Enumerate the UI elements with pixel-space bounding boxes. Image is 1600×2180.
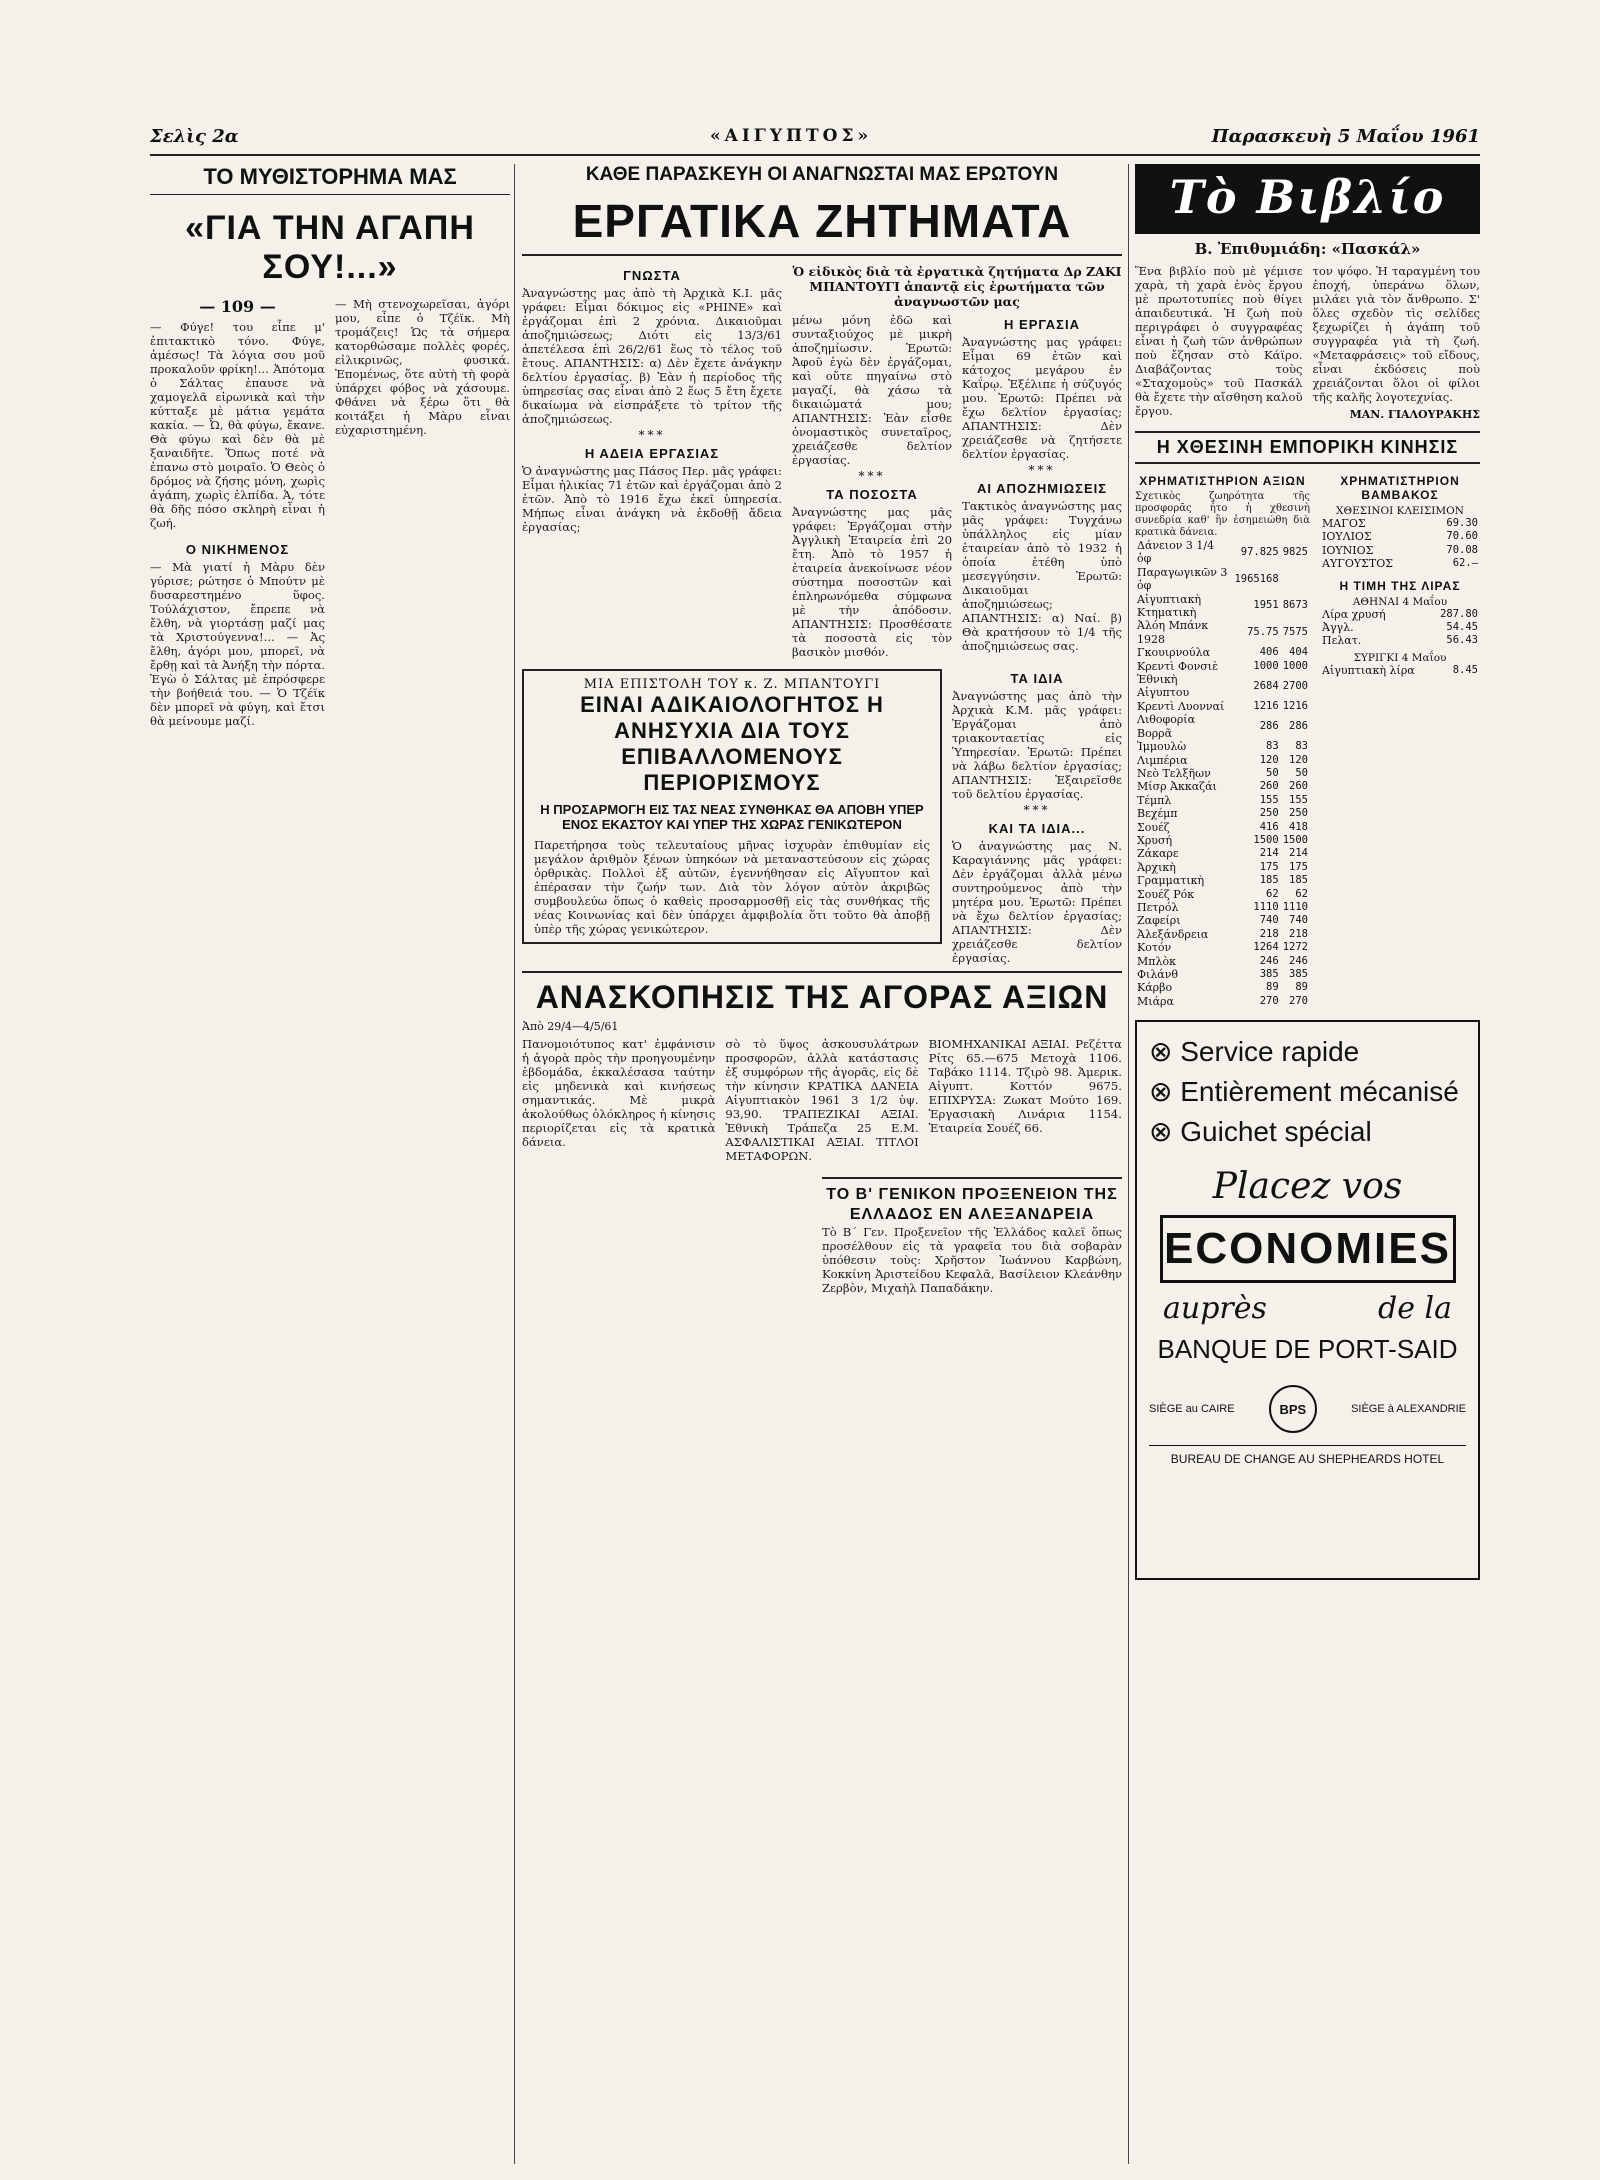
row-value: 1110: [1253, 900, 1279, 913]
ad-bank-name: BANQUE DE PORT-SAID: [1157, 1334, 1458, 1365]
row-value: [1281, 566, 1310, 593]
book-and-markets-column: [1135, 164, 1480, 2164]
table-row: [1320, 608, 1480, 621]
market-headline: ΑΝΑΣΚΟΠΗΣΙΣ ΤΗΣ ΑΓΟΡΑΣ ΑΞΙΩΝ: [522, 971, 1122, 1016]
subhead-apozimioseis: ΑΙ ΑΠΟΖΗΜΙΩΣΕΙΣ: [976, 481, 1108, 496]
row-name: Πετρόλ: [1137, 900, 1179, 914]
row-value: 185: [1289, 874, 1308, 887]
table-row: [1135, 754, 1310, 767]
row-name: Τέμπλ: [1137, 793, 1172, 807]
row-value: 62: [1266, 887, 1279, 900]
ad-footer: [1149, 1385, 1466, 1433]
row-name: Φιλάνθ: [1137, 968, 1179, 981]
article-text: Ἀναγνώστης μας ἀπὸ τὴν Ἀρχικὰ Κ.Μ. μᾶς γράφει: Ἐργάζομαι ἀπὸ τριακονταετίας εἰς Ὑπηρεσίαν. Ἐρωτῶ: Πρέπει νὰ λάβω δελτίον ἐργασίας; ΑΠΑΝΤΗΣΙΣ: Ἐξαιρεῖσθε τοῦ δελτίου ἐργασίας.: [952, 689, 1122, 801]
row-value: 1951: [1253, 599, 1279, 612]
table-row: [1135, 995, 1310, 1008]
table-row: [1135, 673, 1310, 700]
row-name: Ἐθνικὴ Αἰγυπτου: [1137, 673, 1190, 700]
consulate-notice: [822, 1177, 1122, 1295]
row-value: 1272: [1282, 941, 1308, 954]
article-text: Ἀναγνώστης μας μᾶς γράφει: Ἐργάζομαι στὴν Ἀγγλικὴ Ἑταιρεία ἐπὶ 20 ἔτη. Ἀπὸ τὸ 1957 ἡ ἐταιρεία ἀνεκοίνωσε νέον σύστημα ποσοστῶν καὶ ἐπληρωνόμεθα σύμφωνα μὲ τὴν ἀπόδοσιν. ΑΠΑΝΤΗΣΙΣ: Προσθέσατε τὰ ποσοστὰ εἰς τὸν βασικὸν μισθόν.: [792, 505, 952, 659]
row-value: 740: [1289, 914, 1308, 927]
box-headline: ΕΙΝΑΙ ΑΔΙΚΑΙΟΛΟΓΗΤΟΣ Η ΑΝΗΣΥΧΙΑ ΔΙΑ ΤΟΥΣ ΕΠΙΒΑΛΛΟΜΕΝΟΥΣ ΠΕΡΙΟΡΙΣΜΟΥΣ: [580, 692, 884, 795]
review-author: ΜΑΝ. ΓΙΑΛΟΥΡΑΚΗΣ: [1349, 408, 1480, 421]
box-title: ΜΙΑ ΕΠΙΣΤΟΛΗ ΤΟΥ κ. Ζ. ΜΠΑΝΤΟΥΓΙ: [583, 677, 881, 692]
row-name: Αἰγυπτιακὴ Κτηματικὴ: [1137, 592, 1202, 620]
row-value: 120: [1259, 753, 1279, 766]
separator-stars: ***: [1028, 463, 1056, 477]
lira-date: ΑΘΗΝΑΙ 4 Μαΐου: [1352, 595, 1448, 608]
table-row: [1135, 834, 1310, 847]
table-row: [1135, 593, 1310, 620]
row-name: Μιάρα: [1137, 994, 1174, 1008]
row-value: 70.60: [1446, 530, 1478, 543]
table-row: [1135, 847, 1310, 860]
row-value: 287.80: [1440, 607, 1478, 620]
consulate-text: Τὸ Β΄ Γεν. Προξενεῖον τῆς Ἑλλάδος καλεῖ ὅπως προσέλθουν εἰς τὰ γραφεῖα του διὰ σοβαρὰν ὑπόθεσιν τοὺς: Χρῆστον Ἰωάννου Καρβώνη, Κοκκίνη Ἀριστείδου Κεφαλᾶ, Βασίλειον Κλεάνθην Ζερβὸν, Μιχαὴλ Παπαδάκην.: [822, 1225, 1122, 1295]
row-name: Πελατ.: [1322, 634, 1362, 648]
row-name: Γκουιρνούλα: [1137, 646, 1210, 660]
page-number: Σελὶς 2α: [150, 126, 239, 147]
table-row: [1135, 660, 1310, 673]
row-value: 56.43: [1446, 634, 1478, 647]
row-name: ΙΟΥΛΙΟΣ: [1322, 530, 1372, 544]
row-name: Νεὸ Τελξῆων: [1137, 766, 1211, 780]
separator-stars: ***: [638, 428, 666, 442]
table-row: [1320, 664, 1480, 677]
row-value: 270: [1289, 994, 1308, 1007]
article-text: μένω μόνη ἐδῶ καὶ συνταξιούχος μὲ μικρὴ ἀποζημίωσιν. Ἐρωτῶ: Ἀφοῦ ἐγὼ δὲν ἐργάζομαι, καὶ οὔτε πηγαίνω στὸ μαγαζί, θὰ χάσω τὰ δικαιώματά μου; ΑΠΑΝΤΗΣΙΣ: Ἐὰν εἶσθε ὀνομαστικὸς συνεταῖρος, χρειάζεσθε δελτίον ἐργασίας.: [792, 313, 952, 467]
bank-advert: [1135, 1020, 1480, 1580]
newspaper-name: «ΑΙΓΥΠΤΟΣ»: [710, 126, 873, 146]
lira-title: Η ΤΙΜΗ ΤΗΣ ΛΙΡΑΣ: [1339, 578, 1461, 593]
row-value: 1000: [1282, 659, 1308, 672]
expert-intro: Ὁ εἰδικὸς διὰ τὰ ἐργατικὰ ζητήματα Δρ ΖΑΚΙ ΜΠΑΝΤΟΥΓΙ ἀπαντᾷ εἰς ἐρωτήματα τῶν ἀναγνωστῶν μας: [792, 264, 1122, 309]
separator-stars: ***: [1023, 803, 1051, 817]
row-value: 218: [1259, 927, 1279, 940]
row-value: 9825: [1282, 545, 1308, 558]
table-row: [1320, 621, 1480, 634]
row-name: Λιθοφορία Βορρᾶ: [1137, 713, 1196, 740]
folio-bar: [150, 120, 1480, 156]
subhead-idia: ΤΑ ΙΔΙΑ: [1010, 671, 1064, 686]
table-row: [1135, 821, 1310, 834]
table-row: [1135, 807, 1310, 820]
row-name: Ἀρχικὴ: [1137, 860, 1176, 874]
table-row: [1135, 566, 1310, 593]
article-text: Ὁ ἀναγνώστης μας Ν. Καραγιάννης μᾶς γράφει: Δὲν ἐργάζομαι ἀλλὰ μένω συντηρούμενος ἀπὸ τὴν μητέρα μου. Ἐρωτῶ: Πρέπει νὰ ἔχω δελτίον ἐργασίας; ΑΠΑΝΤΗΣΙΣ: Δὲν χρειάζεσθε δελτίον ἐργασίας.: [952, 839, 1122, 965]
ad-line: ⊗ Guichet spécial: [1149, 1116, 1372, 1148]
row-value: 1216: [1282, 699, 1308, 712]
section-title: ΤΟ ΜΥΘΙΣΤΟΡΗΜΑ ΜΑΣ: [150, 164, 510, 195]
review-text: Ἕνα βιβλίο ποὺ μὲ γέμισε χαρὰ, τὴ χαρὰ ἑνὸς ἔργου μὲ πρωτοτυπίες ποὺ θίγει ἀπαιδευτικά. Ἡ ζωὴ ποὺ περιγράφει ὁ συγγραφέας εἶναι ἡ ζωὴ τῶν ἀνθρώπων ποὺ ἔζησαν στὸ Κάϊρο. Διαβάζοντας τοὺς «Σταχομοὺς» τοῦ Πασκάλ θὰ ἔχετε τὴν αἴσθηση καλοῦ ἔργου.: [1135, 264, 1303, 418]
row-value: 1500: [1253, 833, 1279, 846]
novel-text: — Μὴ στενοχωρεῖσαι, ἀγόρι μου, εἶπε ὁ Τζέϊκ. Μὴ τρομάζεις! Ὡς τὰ σήμερα κατορθώσαμε πολλὲς φορές, εἰλικρινῶς, φυσικά. Ἐπομένως, ὅτε αὐτὴ τὴ φορὰ ὑπάρχει φόβος νὰ χάσουμε. Φθάνει νὰ ξέρω ὅτι θὰ κοιτάξει ἡ Μὰρυ εἶναι εὐχαριστημένη.: [335, 297, 510, 437]
row-value: 246: [1289, 954, 1308, 967]
table-row: [1135, 713, 1310, 740]
row-value: 416: [1259, 820, 1279, 833]
row-value: 270: [1259, 994, 1279, 1007]
row-value: 1000: [1253, 659, 1279, 672]
table-row: [1135, 619, 1310, 646]
row-value: 69.30: [1446, 517, 1478, 529]
row-name: Κοτόν: [1137, 941, 1172, 955]
lira-table: [1320, 608, 1480, 648]
row-value: 740: [1259, 914, 1279, 927]
row-name: Δάνειον 3 1/4 ὀφ: [1137, 539, 1215, 566]
subhead-adeia: Η ΑΔΕΙΑ ΕΡΓΑΣΙΑΣ: [584, 446, 720, 461]
ad-aupres: auprès de la: [1163, 1291, 1452, 1327]
row-value: 385: [1289, 968, 1308, 980]
row-value: 260: [1259, 780, 1279, 793]
newspaper-page: [150, 120, 1480, 2170]
row-value: 175: [1259, 860, 1279, 873]
ad-economies: ECONOMIES: [1160, 1215, 1456, 1283]
stocks-table: [1135, 539, 1310, 1008]
review-title: Β. Ἐπιθυμιάδη: «Πασκάλ»: [1194, 240, 1421, 258]
table-row: [1135, 874, 1310, 887]
row-value: 214: [1289, 847, 1308, 860]
row-value: 214: [1259, 847, 1279, 860]
table-row: [1135, 700, 1310, 713]
letter-box: [522, 669, 942, 944]
row-value: 185: [1259, 874, 1279, 887]
table-row: [1320, 530, 1480, 543]
headline: ΕΡΓΑΤΙΚΑ ΖΗΤΗΜΑΤΑ: [522, 194, 1122, 256]
row-value: 75.75: [1247, 626, 1279, 639]
row-value: 250: [1259, 807, 1279, 820]
row-value: 2684: [1253, 679, 1279, 692]
kicker: ΚΑΘΕ ΠΑΡΑΣΚΕΥΗ ΟΙ ΑΝΑΓΝΩΣΤΑΙ ΜΑΣ ΕΡΩΤΟΥΝ: [585, 164, 1059, 185]
separator-stars: ***: [858, 469, 886, 483]
row-value: 286: [1259, 719, 1279, 732]
row-value: 50: [1266, 766, 1279, 779]
table-row: [1135, 901, 1310, 914]
table-row: [1135, 914, 1310, 927]
row-name: Ζάκαρε: [1137, 847, 1179, 861]
row-name: Κρεντὶ Φονσιὲ: [1137, 659, 1219, 673]
ad-bureau: BUREAU DE CHANGE AU SHEPHEARDS HOTEL: [1149, 1445, 1466, 1466]
article-text: Ὁ ἀναγνώστης μας Πάσος Περ. μᾶς γράφει: Εἶμαι ἡλικίας 71 ἐτῶν καὶ ἐργάζομαι ἀπὸ 2 ἐτῶν. Ἀπὸ τὸ 1916 ἔχω ἐκεῖ ὑπηρεσία. Μήπως εἶναι ἀνάγκη νὰ ἐκδοθῇ ἄδεια ἐργασίας;: [522, 464, 782, 534]
row-value: 83: [1266, 740, 1279, 753]
stocks-intro: Σχετικὸς ζωηρότητα τῆς προσφορᾶς ἦτο ἡ χθεσινὴ συνεδρία καθ' ἣν ἐσημειώθη διὰ κρατικὰ δάνεια.: [1135, 491, 1310, 538]
table-row: [1320, 557, 1480, 570]
table-row: [1320, 544, 1480, 557]
row-value: 2700: [1282, 679, 1308, 692]
row-name: ΑΥΓΟΥΣΤΟΣ: [1322, 557, 1394, 571]
cotton-sub: ΧΘΕΣΙΝΟΙ ΚΛΕΙΣΙΜΟΝ: [1336, 505, 1464, 517]
row-value: 50: [1295, 766, 1308, 779]
row-value: 1965168: [1234, 572, 1279, 585]
ad-left-foot: SIÈGE au CAIRE: [1149, 1403, 1235, 1416]
row-value: 1110: [1282, 900, 1308, 913]
row-value: 1264: [1253, 941, 1279, 954]
ad-placer: Placez vos: [1212, 1166, 1403, 1208]
table-row: [1135, 981, 1310, 994]
table-row: [1135, 941, 1310, 954]
book-masthead: Τὸ Βιβλίο: [1135, 164, 1480, 234]
cotton-title: ΧΡΗΜΑΤΙΣΤΗΡΙΟΝ ΒΑΜΒΑΚΟΣ: [1340, 474, 1460, 502]
chapter-title: Ο ΝΙΚΗΜΕΝΟΣ: [185, 542, 290, 557]
row-name: Αἰγυπτιακὴ λίρα: [1322, 663, 1415, 677]
novel-column: [150, 164, 510, 2164]
row-name: Ἀλόη Μπάνκ 1928: [1137, 619, 1209, 646]
row-value: 260: [1289, 780, 1308, 793]
row-value: 246: [1259, 954, 1279, 967]
table-row: [1135, 740, 1310, 753]
row-value: 385: [1259, 968, 1279, 980]
table-row: [1135, 646, 1310, 659]
row-name: Ἀγγλ.: [1322, 621, 1354, 635]
table-row: [1135, 539, 1310, 566]
table-row: [1135, 968, 1310, 981]
article-text: Ἀναγνώστης μας γράφει: Εἶμαι 69 ἐτῶν καὶ κάτοχος μεγάρου ἐν Καΐρῳ. Ἐξέλιπε ἡ σύζυγός μου. Ἐρωτῶ: Πρέπει νὰ ἔχω δελτίον ἐργασίας; ΑΠΑΝΤΗΣΙΣ: Δὲν χρειάζεσθε νὰ ζητήσετε δελτίον ἐργασίας.: [962, 335, 1122, 461]
review-text: τον ψόφο. Ἡ ταραγμένη του ἐποχή, ὑπεράνω ὅλων, μιλάει γιὰ τὸν ἄνθρωπο. Σ' ὅλες σχεδὸν τὶς σελίδες ξεχωρίζει ἡ ἀγάπη τοῦ συγγραφέα γιὰ τὴ ζωή. «Μεταφράσεις» τοῦ εἴδους, εἶναι ἐκδόσεις ποὺ χρειάζονται ὅλοι οἱ φίλοι τῆς καλῆς λογοτεχνίας.: [1312, 264, 1480, 404]
row-value: 89: [1295, 981, 1308, 994]
row-value: 54.45: [1446, 621, 1478, 634]
subhead-kai-ta-idia: ΚΑΙ ΤΑ ΙΔΙΑ...: [988, 821, 1086, 836]
issue-date: Παρασκευὴ 5 Μαΐου 1961: [1211, 126, 1480, 147]
row-value: 89: [1266, 981, 1279, 994]
cotton-table: [1320, 517, 1480, 571]
market-date: Ἀπὸ 29/4—4/5/61: [522, 1020, 619, 1033]
row-name: Μπλὸκ: [1137, 954, 1176, 968]
ad-line: ⊗ Entièrement mécanisé: [1149, 1076, 1459, 1108]
row-value: 1500: [1282, 833, 1308, 846]
row-name: ΜΑΓΟΣ: [1322, 517, 1366, 530]
row-value: 120: [1289, 753, 1308, 766]
row-value: 218: [1289, 927, 1308, 940]
row-value: 8673: [1282, 599, 1308, 612]
box-text: Παρετήρησα τοὺς τελευταίους μῆνας ἰσχυρὰν ἐπιθυμίαν εἰς μεγάλον ἀριθμὸν ξένων ὑπηκόων νὰ μεταναστεύσουν εἰς χώρας ὀρθρικὰς. Πολλοὶ ἐξ αὐτῶν, ἐγεννήθησαν εἰς Αἴγυπτον καὶ ἐπέρασαν τὴν ζωήν των. Διὰ τὸν λόγον αὐτὸν ἀκριβῶς συμβουλεύω ὅπως ὁ καθεὶς προσαρμοσθῇ εἰς τὰς συνθήκας τῆς νέας Κοινωνίας καὶ δὲν ὑπάρχει ἀμφιβολία ὅτι τοῦτο θὰ ἀποβῇ ὑπὲρ τῆς χώρας γενικώτερον.: [534, 838, 930, 936]
stocks-title: ΧΡΗΜΑΤΙΣΤΗΡΙΟΝ ΑΞΙΩΝ: [1139, 474, 1306, 488]
row-value: 155: [1259, 793, 1279, 806]
table-row: [1135, 928, 1310, 941]
row-value: 404: [1289, 646, 1308, 659]
row-name: Ζαφείρι: [1137, 914, 1181, 928]
row-name: Λιμπέρια: [1137, 753, 1188, 767]
column-rule: [1128, 164, 1129, 2164]
row-value: 286: [1289, 719, 1308, 732]
table-row: [1135, 780, 1310, 793]
novel-text: — Φύγε! του εἶπε μ' ἐπιτακτικὸ τόνο. Φύγε, ἀμέσως! Τὰ λόγια σου μοῦ προκαλοῦν φρίκη!... Ἀπότομα ὁ Σάλτας ἐπαυσε νὰ χαμογελᾶ εἰρωνικὰ καὶ τὴν κύτταξε μὲ μάτια γεμάτα κακία. — Ὦ, θὰ φύγω, ἔκανε. Θὰ φύγω καὶ δὲν θὰ μὲ ξαναιδῆτε. Ὅπως ποτέ νὰ ἐπανω στὸ μοιραῖο. Ὁ Θεὸς ὁ δρόμος νὰ ζήσης μόνη, χωρὶς ἀγάπη, χωρὶς ἐλπίδα. Ἀ, τότε θὰ δῆς πόσο σκληρὴ εἶναι ἡ ζωή.: [150, 320, 325, 530]
subhead-gnosta: ΓΝΩΣΤΑ: [623, 268, 681, 283]
row-name: Ἀλεξάνδρεια: [1137, 927, 1209, 941]
row-value: 62: [1295, 887, 1308, 900]
row-name: Ἰμμουλὼ: [1137, 740, 1187, 754]
ad-line: ⊗ Service rapide: [1149, 1036, 1360, 1068]
table-row: [1135, 861, 1310, 874]
row-value: 83: [1295, 740, 1308, 753]
table-row: [1320, 634, 1480, 647]
table-row: [1135, 888, 1310, 901]
row-value: 8.45: [1452, 663, 1478, 676]
article-text: Τακτικὸς ἀναγνώστης μας μᾶς γράφει: Τυγχάνω ὑπάλληλος εἰς μίαν ἑταιρείαν ἀπὸ τὸ 1932 ἡ ὁποία ἐτέθη ὑπὸ μεσεγγύησιν. Ἐρωτῶ: Δικαιοῦμαι ἀποζημιώσεως; ΑΠΑΝΤΗΣΙΣ: α) Ναί. β) Θὰ κρατήσουν τὸ 1/4 τῆς ἀποζημιώσεως σας.: [962, 499, 1122, 653]
market-text: ΒΙΟΜΗΧΑΝΙΚΑΙ ΑΞΙΑΙ. Ρεζέττα Ρίτς 65.—675 Μετοχὰ 1106. Ταβάκο 1114. Τζιρὸ 98. Ἀμερικ. Αἰγυπτ. Κοττόν 9675. ΕΠΙΧΡΥΣΑ: Ζωκατ Μούτο 169. Ἐργασιακὴ Λινάρια 1154. Ἑταιρεία Σουέζ 66.: [928, 1037, 1122, 1135]
commerce-title: Η ΧΘΕΣΙΝΗ ΕΜΠΟΡΙΚΗ ΚΙΝΗΣΙΣ: [1135, 431, 1480, 464]
row-value: 7575: [1282, 626, 1308, 639]
table-row: [1135, 955, 1310, 968]
row-name: Λίρα χρυσή: [1322, 607, 1386, 621]
suryx-title: ΣΥΡΙΓΚΙ 4 Μαΐου: [1353, 651, 1447, 664]
row-name: Μίσρ Ἀκκαζάι: [1137, 780, 1217, 794]
labour-column: [522, 164, 1122, 2164]
row-name: Σουέζ Ρόκ: [1137, 887, 1195, 901]
table-row: [1320, 517, 1480, 530]
row-name: Βεχέμπ: [1137, 807, 1178, 821]
row-name: Κάρβο: [1137, 981, 1173, 995]
ad-right-foot: SIÈGE à ALEXANDRIE: [1351, 1403, 1466, 1416]
box-subhead: Η ΠΡΟΣΑΡΜΟΓΗ ΕΙΣ ΤΑΣ ΝΕΑΣ ΣΥΝΘΗΚΑΣ ΘΑ ΑΠΟΒΗ ΥΠΕΡ ΕΝΟΣ ΕΚΑΣΤΟΥ ΚΑΙ ΥΠΕΡ ΤΗΣ ΧΩΡΑΣ ΓΕΝΙΚΩΤΕΡΟΝ: [540, 802, 924, 832]
row-name: Παραγωγικῶν 3 ὀφ: [1137, 565, 1228, 593]
row-value: 155: [1289, 793, 1308, 806]
row-name: Σουέζ: [1137, 820, 1170, 834]
row-name: Χρυσή: [1137, 833, 1173, 847]
row-name: Γραμματικὴ: [1137, 874, 1205, 888]
column-rule: [514, 164, 515, 2164]
bank-logo-icon: BPS: [1269, 1385, 1317, 1433]
row-value: 1216: [1253, 699, 1279, 712]
table-row: [1135, 794, 1310, 807]
row-value: 418: [1289, 820, 1308, 833]
table-row: [1135, 767, 1310, 780]
row-value: 250: [1289, 807, 1308, 820]
row-value: 62.—: [1452, 557, 1478, 570]
novel-title: «ΓΙΑ ΤΗΝ ΑΓΑΠΗ ΣΟΥ!...»: [185, 209, 475, 286]
row-value: 175: [1289, 860, 1308, 873]
installment-number: — 109 —: [199, 297, 276, 316]
consulate-headline: ΤΟ Β' ΓΕΝΙΚΟΝ ΠΡΟΞΕΝΕΙΟΝ ΤΗΣ ΕΛΛΑΔΟΣ ΕΝ ΑΛΕΞΑΝΔΡΕΙΑ: [826, 1186, 1118, 1223]
row-value: 97.825: [1240, 545, 1279, 558]
market-text: Πανομοιότυπος κατ' ἐμφάνισιν ἡ ἀγορὰ πρὸς τὴν προηγουμένην ἑβδομάδα, ἐκκαλέσασα ταύτην εἰς μηδενικὰ καὶ κινήσεως σημαντικάς. Μὲ μικρὰ ἀκολούθως ὁλόκληρος ἡ κίνησις περιορίζεται εἰς τὰ κρατικὰ δάνεια.: [522, 1037, 716, 1149]
row-value: 406: [1259, 646, 1279, 659]
subhead-ergasia: Η ΕΡΓΑΣΙΑ: [1004, 317, 1080, 332]
market-text: σὸ τὸ ὕψος ἀσκουσυλάτρων προσφορῶν, ἀλλὰ κατάστασις ἐξ συμφόρων τῆς ἀγορᾶς, εἰς δὲ τὴν κίνησιν ΚΡΑΤΙΚΑ ΔΑΝΕΙΑ Αἰγυπτιακὸν 1961 3 1/2 ὑψ. 93,90. ΤΡΑΠΕΖΙΚΑΙ ΑΞΙΑΙ. Ἐθνικὴ Τράπεζα 25 Ε.Μ. ΑΣΦΑΛΙΣΤΙΚΑΙ ΑΞΙΑΙ. ΤΙΤΛΟΙ ΜΕΤΑΦΟΡΩΝ.: [725, 1037, 919, 1163]
article-text: Ἀναγνώστης μας ἀπὸ τὴ Ἀρχικὰ Κ.Ι. μᾶς γράφει: Εἶμαι δόκιμος εἰς «ΡΗΙΝΕ» καὶ ἐργάζομαι ἐπὶ 2 χρόνια. Δικαιοῦμαι ἀποζημιώσεως; Διότι εἰς 13/3/61 ἀπετέλεσα ἐπὶ 26/2/61 ἕως τὸ τέλος τοῦ ἔτους. ΑΠΑΝΤΗΣΙΣ: α) Δὲν ἔχετε ἀνάγκην δελτίου ἐργασίας. β) Ἐὰν ἡ περίοδος τῆς ὑπηρεσίας σας εἶναι ἀπὸ 2 ἕως 5 ἔτη ἔχετε δικαίωμα νὰ εἰσπράξετε τὸ τρίτον τῆς ἀποζημιώσεως.: [522, 286, 782, 426]
row-name: ΙΟΥΝΙΟΣ: [1322, 543, 1374, 557]
suryx-table: [1320, 664, 1480, 677]
subhead-posota: ΤΑ ΠΟΣΟΣΤΑ: [826, 487, 918, 502]
row-name: Κρεντὶ Λυονναί: [1137, 699, 1225, 713]
row-value: 70.08: [1446, 543, 1478, 556]
novel-text: — Μὰ γιατί ἡ Μὰρυ δὲν γύρισε; ρώτησε ὁ Μπούτν μὲ δυσαρεστημένο ὕφος. Τούλάχιστον, ἔπρεπε νὰ ἔλθη, νὰ γιορτάσῃ μαζί μας τὰ Χριστούγεννα!... — Ἀς ἔλθη, ἀγόρι μου, μπορεῖ, νὰ ἔρθῃ καὶ τὰ Ἀνήξη τὴν πόρτα. Ἐγὼ ὁ Σάλτας μὲ ἐπρόσφερε τὴν βοήθειά του. — Ὁ Τζέϊκ δὲν μπορεῖ νὰ φύγη, καὶ ἔτσι θὰ μείνουμε μαζί.: [150, 560, 325, 728]
